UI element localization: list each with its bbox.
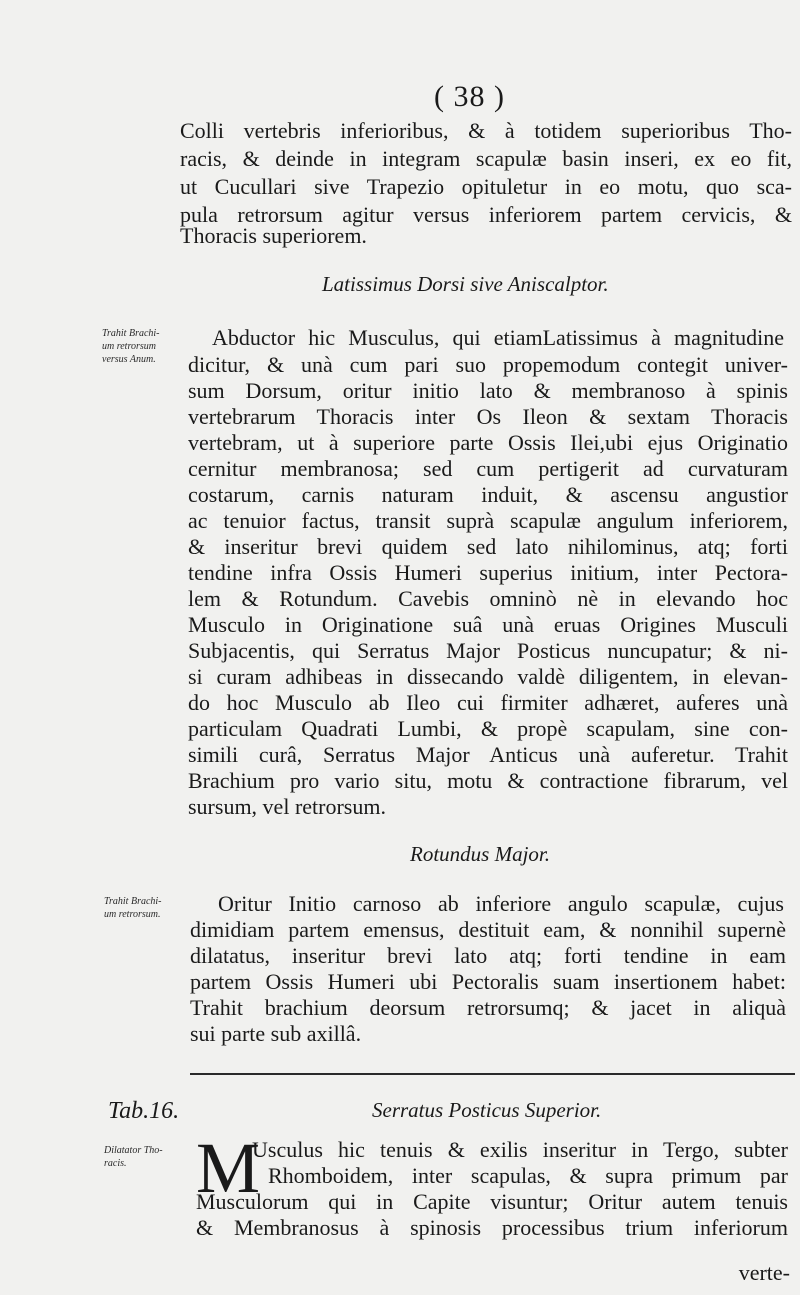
- text-line: Trahit brachium deorsum retrorsumq; & jacet in aliquà: [190, 995, 786, 1020]
- text-line: Thoracis superiorem.: [180, 223, 367, 248]
- text-line: Abductor hic Musculus, qui etiamLatissimus à magnitudine: [212, 325, 784, 350]
- divider-rule: [190, 1073, 795, 1075]
- text-line: & inseritur brevi quidem sed lato nihilominus, atq; forti: [188, 534, 788, 559]
- text-line: simili curâ, Serratus Major Anticus unà auferetur. Trahit: [188, 742, 788, 767]
- text-line: Musculorum qui in Capite visuntur; Oritur autem tenuis: [196, 1189, 788, 1214]
- text-line: si curam adhibeas in dissecando valdè diligentem, in elevan-: [188, 664, 788, 689]
- text-line: ut Cucullari sive Trapezio opituletur in eo motu, quo sca-: [180, 174, 792, 199]
- text-line: lem & Rotundum. Cavebis omninò nè in elevando hoc: [188, 586, 788, 611]
- text-line: costarum, carnis naturam induit, & ascensu angustior: [188, 482, 788, 507]
- text-line: dilatatus, inseritur brevi lato atq; forti tendine in eam: [190, 943, 786, 968]
- text-line: Subjacentis, qui Serratus Major Posticus nuncupatur; & ni-: [188, 638, 788, 663]
- margin-note-line: um retrorsum.: [104, 909, 161, 920]
- margin-note-line: racis.: [104, 1158, 127, 1169]
- text-line: partem Ossis Humeri ubi Pectoralis suam insertionem habet:: [190, 969, 786, 994]
- text-line: Usculus hic tenuis & exilis inseritur in Tergo, subter: [252, 1137, 788, 1162]
- margin-note-line: um retrorsum: [102, 341, 156, 352]
- page-number: ( 38 ): [434, 80, 505, 113]
- catchword: verte-: [738, 1260, 790, 1285]
- text-line: dimidiam partem emensus, destituit eam, & nonnihil supernè: [190, 917, 786, 942]
- text-line: Oritur Initio carnoso ab inferiore angulo scapulæ, cujus: [218, 891, 784, 916]
- section-heading: Latissimus Dorsi sive Aniscalptor.: [322, 272, 609, 296]
- text-line: Colli vertebris inferioribus, & à totidem superioribus Tho-: [180, 118, 792, 143]
- plate-reference: Tab.16.: [108, 1098, 180, 1124]
- text-line: cernitur membranosa; sed cum pertigerit ad curvaturam: [188, 456, 788, 481]
- drop-cap: M: [196, 1128, 261, 1208]
- text-line: & Membranosus à spinosis processibus trium inferiorum: [196, 1215, 788, 1240]
- text-line: vertebrarum Thoracis inter Os Ileon & sextam Thoracis: [188, 404, 788, 429]
- section-heading: Serratus Posticus Superior.: [372, 1098, 602, 1122]
- text-line: pula retrorsum agitur versus inferiorem partem cervicis, &: [180, 202, 792, 227]
- text-line: sui parte sub axillâ.: [190, 1021, 362, 1046]
- text-line: Musculo in Originatione suâ unà eruas Origines Musculi: [188, 612, 788, 637]
- text-line: ac tenuior factus, transit suprà scapulæ angulum inferiorem,: [188, 508, 788, 533]
- text-line: racis, & deinde in integram scapulæ basin inseri, ex eo fit,: [180, 146, 792, 171]
- text-line: vertebram, ut à superiore parte Ossis Ilei,ubi ejus Originatio: [188, 430, 788, 455]
- margin-note-line: Trahit Brachi-: [104, 896, 162, 907]
- text-line: sum Dorsum, oritur initio lato & membranoso à spinis: [188, 378, 788, 403]
- margin-note-line: versus Anum.: [102, 354, 156, 365]
- text-line: do hoc Musculo ab Ileo cui firmiter adhæret, auferes unà: [188, 690, 788, 715]
- text-line: tendine infra Ossis Humeri superius initium, inter Pectora-: [188, 560, 788, 585]
- margin-note-line: Dilatator Tho-: [104, 1145, 163, 1156]
- section-heading: Rotundus Major.: [410, 842, 551, 866]
- text-line: particulam Quadrati Lumbi, & propè scapulam, sine con-: [188, 716, 788, 741]
- text-line: sursum, vel retrorsum.: [188, 794, 386, 819]
- text-line: Rhomboidem, inter scapulas, & supra primum par: [268, 1163, 788, 1188]
- text-line: Brachium pro vario situ, motu & contractione fibrarum, vel: [188, 768, 788, 793]
- margin-note-line: Trahit Brachi-: [102, 328, 160, 339]
- text-line: dicitur, & unà cum pari suo propemodum contegit univer-: [188, 352, 788, 377]
